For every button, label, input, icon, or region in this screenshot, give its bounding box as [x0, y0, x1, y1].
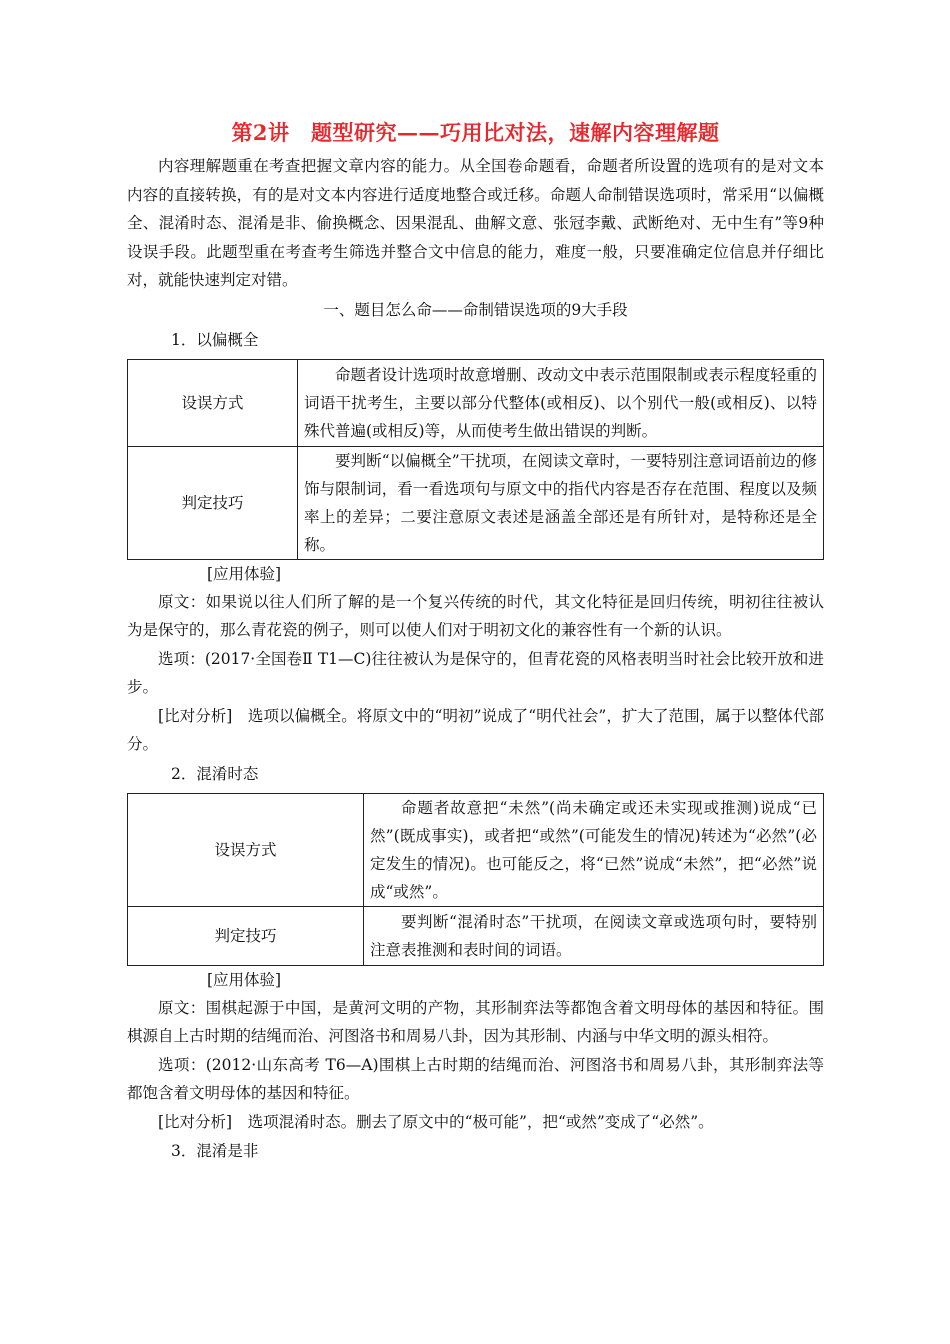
section-heading: 一、题目怎么命——命制错误选项的9大手段: [323, 300, 628, 319]
table-row: [128, 906, 824, 965]
table-row: [128, 359, 824, 446]
analysis-text: [比对分析] 选项以偏概全。将原文中的“明初”说成了“明代社会”，扩大了范围，属于以整体代部分。: [127, 706, 824, 753]
practice-label: [应用体验]: [207, 970, 282, 989]
practice-label: [应用体验]: [207, 564, 282, 583]
info-table-1: [127, 359, 824, 560]
skill-text: 要判断“以偏概全”干扰项，在阅读文章时，一要特别注意词语前边的修饰与限制词，看一看选项句与原文中的指代内容是否存在范围、程度以及频率上的差异；二要注意原文表述是涵盖全部还是有所针对，是特称还是全称。: [298, 446, 824, 559]
item-heading-1: 1．以偏概全: [171, 330, 259, 349]
option-text: 选项：(2012·山东高考 T6—A)围棋上古时期的结绳而治、河图洛书和周易八卦，其形制弈法等都饱含着文明母体的基因和特征。: [127, 1055, 824, 1102]
item-heading-2: 2．混淆时态: [171, 764, 259, 783]
original-text: 原文：如果说以往人们所了解的是一个复兴传统的时代，其文化特征是回归传统，明初往往被认为是保守的，那么青花瓷的例子，则可以使人们对于明初文化的兼容性有一个新的认识。: [127, 592, 824, 639]
table-row: [128, 793, 824, 906]
skill-text: 要判断“混淆时态”干扰项，在阅读文章或选项句时，要特别注意表推测和表时间的词语。: [364, 906, 824, 965]
method-text: 命题者设计选项时故意增删、改动文中表示范围限制或表示程度轻重的词语干扰考生，主要以部分代整体(或相反)、以个别代一般(或相反)、以特殊代普遍(或相反)等，从而使考生做出错误的判断。: [298, 359, 824, 446]
info-table-2: [127, 793, 824, 966]
document-page: [127, 118, 824, 1166]
original-text: 原文：围棋起源于中国，是黄河文明的产物，其形制弈法等都饱含着文明母体的基因和特征。围棋源自上古时期的结绳而治、河图洛书和周易八卦，因为其形制、内涵与中华文明的源头相符。: [127, 998, 824, 1045]
intro-paragraph: 内容理解题重在考查把握文章内容的能力。从全国卷命题看，命题者所设置的选项有的是对文本内容的直接转换，有的是对文本内容进行适度地整合或迁移。命题人命制错误选项时，常采用“以偏概全、混淆时态、混淆是非、偷换概念、因果混乱、曲解文意、张冠李戴、武断绝对、无中生有”等9种设误手段。此题型重在考查考生筛选并整合文中信息的能力，难度一般，只要准确定位信息并仔细比对，就能快速判定对错。: [127, 157, 824, 289]
method-label: 设误方式: [128, 793, 364, 906]
page-title: 第2讲 题型研究——巧用比对法，速解内容理解题: [231, 120, 720, 145]
method-label: 设误方式: [128, 359, 298, 446]
skill-label: 判定技巧: [128, 906, 364, 965]
item-heading-3: 3．混淆是非: [171, 1142, 259, 1160]
analysis-text: [比对分析] 选项混淆时态。删去了原文中的“极可能”，把“或然”变成了“必然”。: [158, 1112, 714, 1131]
option-text: 选项：(2017·全国卷Ⅱ T1—C)往往被认为是保守的，但青花瓷的风格表明当时社会比较开放和进步。: [127, 649, 824, 696]
skill-label: 判定技巧: [128, 446, 298, 559]
table-row: [128, 446, 824, 559]
method-text: 命题者故意把“未然”(尚未确定或还未实现或推测)说成“已然”(既成事实)，或者把“或然”(可能发生的情况)转述为“必然”(必定发生的情况)。也可能反之，将“已然”说成“未然”，把“必然”说成“或然”。: [364, 793, 824, 906]
